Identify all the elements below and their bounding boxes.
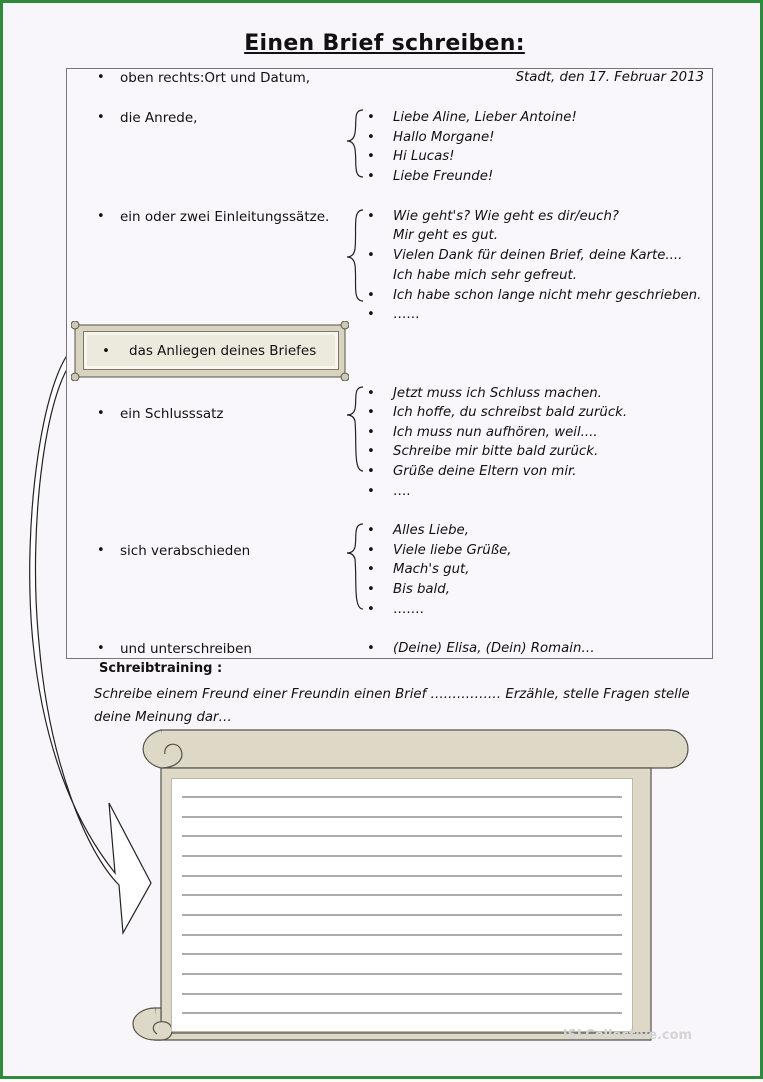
example-line: • Vielen Dank für deinen Brief, deine Karte.... [367, 248, 683, 263]
example-line: • Mach's gut, [367, 562, 470, 577]
example-line: • ……. [367, 602, 424, 617]
item-label: sich verabschieden [120, 543, 251, 559]
example-line: • Liebe Freunde! [367, 169, 494, 184]
example-date: Stadt, den 17. Februar 2013 [515, 70, 704, 85]
example-line: Mir geht es gut. [393, 228, 498, 243]
item-label: die Anrede, [120, 110, 198, 126]
bullet: • [97, 110, 105, 125]
bullet: • [102, 343, 110, 359]
example-line: • Wie geht's? Wie geht es dir/euch? [367, 209, 619, 224]
bullet: • [97, 70, 105, 85]
watermark: iSLCollective.com [563, 1028, 693, 1043]
bullet: • [97, 641, 105, 656]
example-line: • …. [367, 484, 411, 499]
example-line: • Schreibe mir bitte bald zurück. [367, 444, 599, 459]
training-instructions: Schreibe einem Freund einer Freundin einen Brief ….………… Erzähle, stelle Fragen stelle deine Meinung dar… [94, 687, 690, 725]
example-line: • Viele liebe Grüße, [367, 543, 512, 558]
example-line: • Ich hoffe, du schreibst bald zurück. [367, 405, 628, 420]
item-label: ein Schlusssatz [120, 406, 224, 422]
bullet: • [97, 406, 105, 421]
example-line: • (Deine) Elisa, (Dein) Romain… [367, 641, 595, 656]
bullet: • [97, 209, 105, 224]
example-line: • Jetzt muss ich Schluss machen. [367, 386, 602, 401]
item-anliegen [102, 343, 317, 359]
page-title: Einen Brief schreiben: [244, 31, 525, 56]
anliegen-scroll-label [71, 321, 349, 381]
example-line: Ich habe mich sehr gefreut. [393, 268, 577, 283]
example-line: • …… [367, 307, 420, 322]
example-line: • Hallo Morgane! [367, 130, 495, 145]
example-line: • Bis bald, [367, 582, 450, 597]
example-line: • Liebe Aline, Lieber Antoine! [367, 110, 577, 125]
example-line: • Ich muss nun aufhören, weil.... [367, 425, 598, 440]
example-line: • Alles Liebe, [367, 523, 469, 538]
example-line: • Hi Lucas! [367, 149, 455, 164]
example-line: • Ich habe schon lange nicht mehr geschrieben. [367, 288, 702, 303]
training-heading: Schreibtraining : [99, 661, 223, 676]
writing-lines [172, 779, 632, 1031]
item-label: das Anliegen deines Briefes [129, 343, 317, 359]
item-label: ein oder zwei Einleitungssätze. [120, 209, 330, 225]
writing-lines-area [171, 778, 633, 1032]
bullet: • [97, 543, 105, 558]
item-label: und unterschreiben [120, 641, 252, 657]
item-label: oben rechts:Ort und Datum, [120, 70, 311, 86]
example-line: • Grüße deine Eltern von mir. [367, 464, 577, 479]
